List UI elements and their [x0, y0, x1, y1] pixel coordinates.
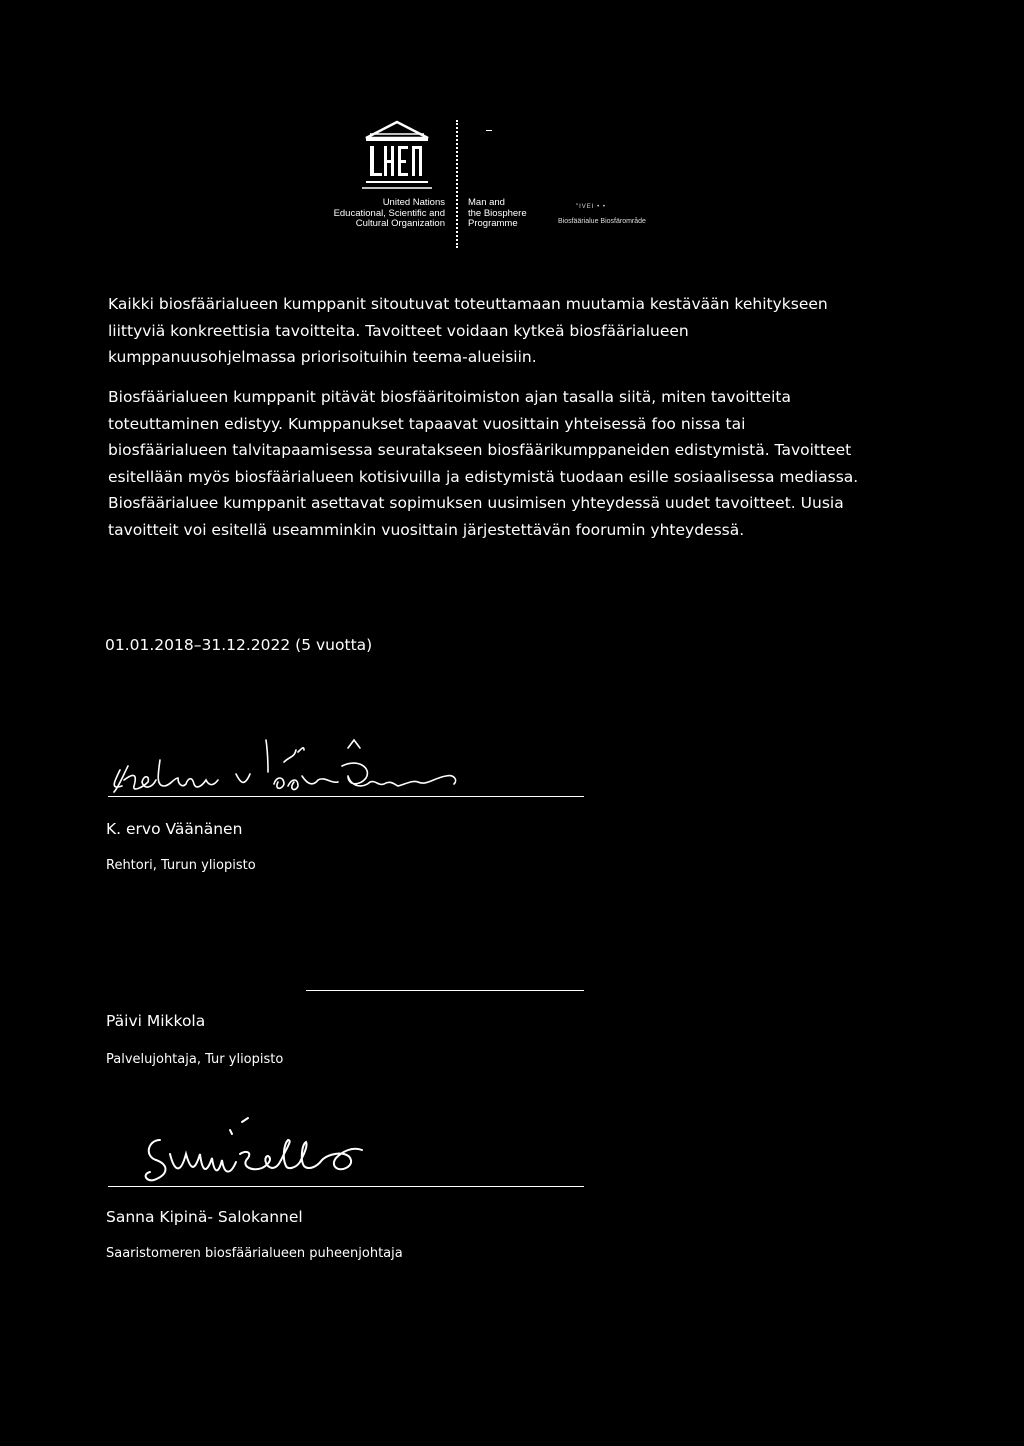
- signatory-role-1: Rehtori, Turun yliopisto: [106, 858, 256, 873]
- header-divider: [456, 120, 458, 248]
- paragraph-progress: Biosfäärialueen kumppanit pitävät biosfääritoimiston ajan tasalla siitä, miten tavoitteita toteuttaminen edistyy. Kumppanukset tapaavat vuosittain yhteisessä foo nissa tai biosfäärialueen talvitapaamisessa seuratakseen biosfäärikumppaneiden edistymistä. Tavoitteet esitellään myös biosfäärialueen kotisivuilla ja edistymistä tuodaan esille sosiaalisessa mediassa. Biosfäärialuee kumppanit asettavat sopimuksen uusimisen yhteydessä uudet tavoitteet. Uusia tavoitteit voi esitellä useamminkin vuosittain järjestettävän foorumin yhteydessä.: [108, 388, 859, 539]
- signatory-name-2: Päivi Mikkola: [106, 1012, 206, 1030]
- signature-1: [108, 730, 498, 796]
- unesco-name: [300, 198, 445, 230]
- unesco-line: Cultural Organization: [355, 218, 445, 229]
- signatory-name-1: K. ervo Väänänen: [106, 820, 243, 838]
- biosphere-reserve-name: Biosfäärialue Biosfärområde: [558, 218, 646, 225]
- signatory-role-2: Palvelujohtaja, Tur yliopisto: [106, 1052, 284, 1067]
- agreement-period: 01.01.2018–31.12.2022 (5 vuotta): [105, 636, 373, 654]
- dash-mark: [486, 130, 492, 131]
- biosphere-reserve-mark: "IVEI • •: [576, 204, 607, 210]
- unesco-line: United Nations: [382, 197, 445, 208]
- mab-line: Programme: [468, 218, 518, 229]
- unesco-line: Educational, Scientific and: [333, 207, 445, 219]
- signature-3: [140, 1110, 460, 1188]
- letterhead: [300, 110, 700, 250]
- paragraph-goals: Kaikki biosfäärialueen kumppanit sitoutuvat toteuttamaan muutamia kestävään kehitykseen liittyviä konkreettisia tavoitteita. Tavoitteet voidaan kytkeä biosfäärialueen kumppanuusohjelmassa priorisoituihin teema-alueisiin.: [108, 295, 828, 366]
- signatory-name-3: Sanna Kipinä- Salokannel: [106, 1208, 303, 1226]
- mab-programme-name: [468, 198, 558, 230]
- signature-line-3: [108, 1186, 584, 1187]
- mab-line: the Biosphere: [468, 207, 527, 219]
- unesco-logo: [362, 118, 432, 196]
- signatory-role-3: Saaristomeren biosfäärialueen puheenjohtaja: [106, 1246, 403, 1261]
- signature-line-2: [306, 990, 584, 991]
- signature-line-1: [108, 796, 584, 797]
- mab-line: Man and: [468, 197, 505, 208]
